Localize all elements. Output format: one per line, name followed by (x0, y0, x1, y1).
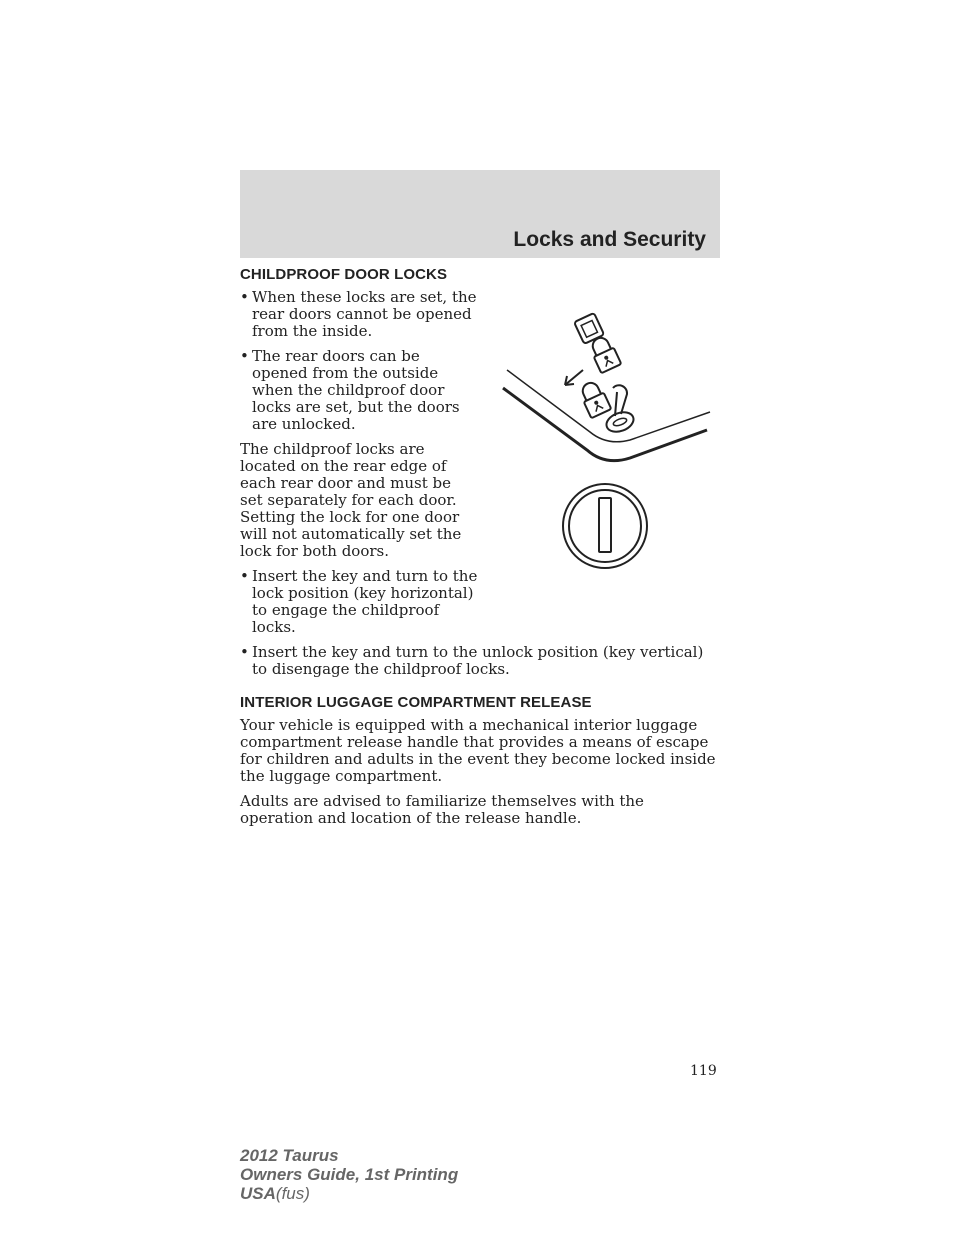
luggage-paragraph: Your vehicle is equipped with a mechanical interior luggage compartment release handle that provides a means of escape for children and adults in the event they become locked inside the luggage compartment. (240, 716, 716, 785)
bullet-text: Insert the key and turn to the lock position (key horizontal) to engage the childproof locks. (252, 567, 478, 636)
list-item (240, 289, 480, 340)
child-lock-icon (577, 379, 611, 418)
footer-region-code: (fus) (275, 1184, 310, 1203)
list-item (240, 644, 720, 678)
arrow-icon (565, 370, 583, 385)
list-item (240, 348, 480, 433)
document-footer (240, 1146, 458, 1203)
list-item (240, 568, 480, 636)
page-number: 119 (690, 1063, 717, 1079)
luggage-paragraph: Adults are advised to familiarize themselves with the operation and location of the release handle. (240, 792, 644, 827)
footer-region-name: USA (240, 1184, 276, 1203)
lock-symbol-icon (574, 313, 604, 344)
section-title: Locks and Security (513, 228, 706, 251)
luggage-heading: INTERIOR LUGGAGE COMPARTMENT RELEASE (240, 694, 592, 711)
door-edge-outline (507, 370, 710, 442)
footer-edition: Owners Guide, 1st Printing (240, 1165, 459, 1184)
bullet-text: When these locks are set, the rear doors cannot be opened from the inside. (252, 288, 477, 340)
bullet-icon: • (240, 567, 249, 585)
bullet-icon: • (240, 643, 249, 661)
bullet-text: The rear doors can be opened from the outside when the childproof door locks are set, but the doors are unlocked. (252, 347, 460, 433)
childproof-paragraph: The childproof locks are located on the rear edge of each rear door and must be set separately for each door. Setting the lock for one door will not automatically set the lock for both doors. (240, 440, 462, 560)
childproof-lock-illustration (495, 300, 720, 590)
lock-cylinder-icon (563, 484, 647, 568)
footer-model: 2012 Taurus (240, 1146, 339, 1165)
section-header-band (240, 170, 720, 258)
bullet-text: Insert the key and turn to the unlock position (key vertical) to disengage the childproof locks. (252, 643, 704, 678)
bullet-icon: • (240, 288, 249, 306)
childproof-heading: CHILDPROOF DOOR LOCKS (240, 266, 448, 283)
footer-region (240, 1184, 458, 1203)
bullet-icon: • (240, 347, 249, 365)
